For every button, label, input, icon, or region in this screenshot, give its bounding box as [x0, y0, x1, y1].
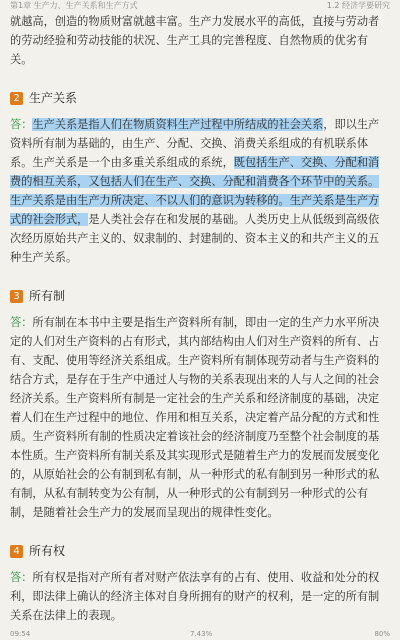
- answer-label: 答：: [10, 118, 33, 131]
- answer-label: 答：: [10, 316, 33, 329]
- clock-time: 09:54: [10, 630, 31, 638]
- answer-paragraph-2: [10, 115, 388, 267]
- reading-progress: 7.43%: [190, 630, 213, 638]
- answer-paragraph-3: [10, 313, 388, 522]
- section-title-text: 所有权: [29, 544, 66, 558]
- reader-header: [0, 0, 400, 12]
- section-number-badge: 4: [10, 545, 23, 558]
- section-title-top: 1.2 经济学要研究: [326, 1, 390, 10]
- section-number-badge: 3: [10, 290, 23, 303]
- reader-footer: [0, 628, 400, 640]
- highlighted-text[interactable]: 既包括生产、交换、分配和消费的相互关系，又包括人们在生产、交换、分配和消费各个环节中的关系。生产关系是由生产力所决定、不以人们的意识为转移的。生产关系是生产方式的社会形式，: [10, 156, 380, 226]
- highlighted-text[interactable]: 生产关系是指人们在物质资料生产过程中所结成的社会关系: [32, 118, 324, 131]
- body-text: ，即以生产资料所有制为基础的，由生产、分配、交换、消费关系组成的有机联系体系。生产关系是一个由多重关系组成的系统，: [10, 118, 380, 169]
- section-heading-2: [10, 89, 388, 107]
- reader-content: [10, 12, 388, 625]
- section-heading-4: [10, 542, 388, 560]
- intro-paragraph: 就越高，创造的物质财富就越丰富。生产力发展水平的高低，直接与劳动者的劳动经验和劳动技能的状况、生产工具的完善程度、自然物质的优劣有关。: [10, 15, 380, 66]
- chapter-title: 第1章 生产力、生产关系和生产方式: [10, 1, 138, 10]
- answer-paragraph-4: [10, 568, 388, 625]
- body-text: 是人类社会存在和发展的基础。人类历史上从低级到高级依次经历原始共产主义的、奴隶制的、封建制的、资本主义的和共产主义的五种生产关系。: [10, 213, 380, 264]
- answer-label: 答：: [10, 571, 33, 584]
- battery-level: 80%: [374, 630, 390, 638]
- body-text: 所有制在本书中主要是指生产资料所有制，即由一定的生产力水平所决定的人们对生产资料的占有形式，其内部结构由人们对生产资料的所有、占有、支配、使用等经济关系组成。生产资料所有制体现劳动者与生产资料的结合方式，是存在于生产中通过人与物的关系表现出来的人与人之间的社会经济关系。生产资料所有制是一定社会的生产关系和经济制度的基础，决定着人们在生产过程中的地位、作用和相互关系，决定着产品分配的方式和性质。生产资料所有制的性质决定着该社会的经济制度乃至整个社会制度的基本性质。生产资料所有制关系及其实现形式是随着生产力的发展而发展变化的，从原始社会的公有制到私有制，从一种形式的私有制到另一种形式的私有制，从私有制转变为公有制，从一种形式的公有制到另一种形式的公有制，是随着社会生产力的发展而呈现出的规律性变化。: [10, 316, 380, 519]
- body-text: 所有权是指对产所有者对财产依法享有的占有、使用、收益和处分的权利，即法律上确认的经济主体对自身所拥有的财产的权利，是一定的所有制关系在法律上的表现。: [10, 571, 380, 622]
- section-title-text: 生产关系: [29, 91, 78, 105]
- section-number-badge: 2: [10, 92, 23, 105]
- section-heading-3: [10, 287, 388, 305]
- section-title-text: 所有制: [29, 289, 66, 303]
